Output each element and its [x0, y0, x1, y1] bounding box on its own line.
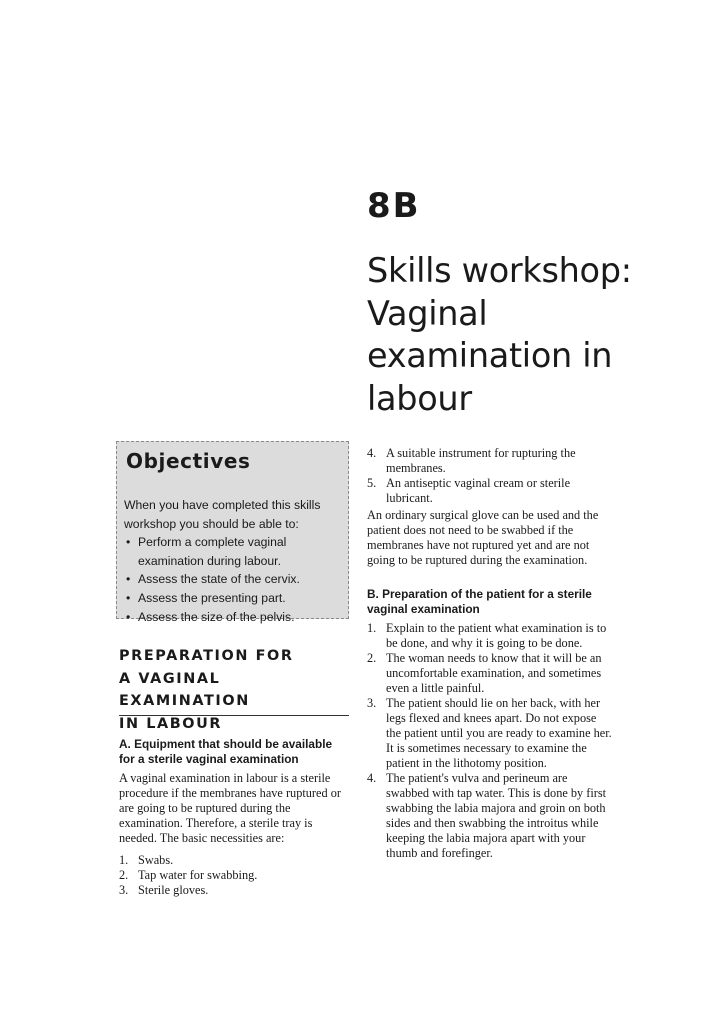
- list-text: Tap water for swabbing.: [138, 868, 258, 882]
- list-number: 5.: [367, 476, 377, 490]
- list-text: Swabs.: [138, 853, 174, 867]
- equipment-list-continued: [367, 446, 611, 506]
- objective-item: • Perform a complete vaginal examination during labour.: [124, 533, 350, 570]
- list-text: A suitable instrument for rupturing the membranes.: [386, 446, 576, 475]
- list-number: 1.: [367, 621, 377, 635]
- objectives-content: [124, 496, 350, 626]
- section-heading-line: PREPARATION FOR: [119, 648, 294, 664]
- list-item: [119, 868, 351, 883]
- list-item: [367, 696, 613, 771]
- part-b-heading: B. Preparation of the patient for a sterile vaginal examination: [367, 587, 592, 616]
- objectives-intro: When you have completed this skills workshop you should be able to:: [124, 498, 321, 531]
- objectives-box: [116, 441, 349, 624]
- list-item: [367, 476, 611, 506]
- list-item: [119, 853, 351, 868]
- list-number: 1.: [119, 853, 129, 867]
- list-number: 3.: [119, 883, 129, 897]
- part-a-heading: A. Equipment that should be available for a sterile vaginal examination: [119, 737, 333, 766]
- list-number: 2.: [119, 868, 129, 882]
- list-text: An antiseptic vaginal cream or sterile lubricant.: [386, 476, 571, 505]
- preparation-list: [367, 621, 613, 861]
- list-number: 2.: [367, 651, 377, 665]
- chapter-title-line: Skills workshop:: [367, 251, 632, 290]
- list-text: The woman needs to know that it will be an uncomfortable examination, and sometimes even a little painful.: [386, 651, 602, 695]
- section-heading-line: A VAGINAL EXAMINATION: [119, 670, 250, 709]
- objective-item: • Assess the size of the pelvis.: [124, 608, 350, 627]
- list-text: The patient should lie on her back, with her legs flexed and knees apart. Do not expose the patient until you are ready to examine her. It is sometimes necessary to examine the patient in the lithotomy position.: [386, 696, 612, 770]
- chapter-title: [367, 250, 667, 420]
- list-item: [367, 621, 613, 651]
- part-a-paragraph: A vaginal examination in labour is a sterile procedure if the membranes have ruptured or are going to be ruptured during the examination. Therefore, a sterile tray is needed. The basic necessities are:: [119, 771, 341, 845]
- list-number: 3.: [367, 696, 377, 710]
- section-heading: [119, 645, 349, 735]
- objective-item: • Assess the presenting part.: [124, 589, 350, 608]
- section-heading-line: IN LABOUR: [119, 715, 223, 732]
- list-text: Sterile gloves.: [138, 883, 209, 897]
- list-text: Explain to the patient what examination is to be done, and why it is going to be done.: [386, 621, 607, 650]
- list-item: [367, 446, 611, 476]
- list-item: [367, 651, 613, 696]
- list-text: The patient's vulva and perineum are swabbed with tap water. This is done by first swabbing the labia majora and groin on both sides and then swabbing the introitus while keeping the labia majora apart with your thumb and forefinger.: [386, 771, 607, 860]
- objectives-list: [124, 533, 350, 626]
- chapter-number: 8B: [367, 186, 421, 226]
- list-item: [119, 883, 351, 898]
- chapter-title-line: examination in: [367, 336, 613, 375]
- glove-paragraph: An ordinary surgical glove can be used and the patient does not need to be swabbed if the membranes have not ruptured yet and are not going to be ruptured during the examination.: [367, 508, 599, 567]
- list-number: 4.: [367, 771, 377, 785]
- objective-item: • Assess the state of the cervix.: [124, 570, 350, 589]
- chapter-title-line: labour: [367, 378, 472, 418]
- objectives-title: Objectives: [126, 449, 251, 473]
- list-item: [367, 771, 613, 861]
- chapter-title-line: Vaginal: [367, 293, 488, 333]
- list-number: 4.: [367, 446, 377, 460]
- equipment-list: [119, 853, 351, 898]
- section-divider: [119, 715, 349, 716]
